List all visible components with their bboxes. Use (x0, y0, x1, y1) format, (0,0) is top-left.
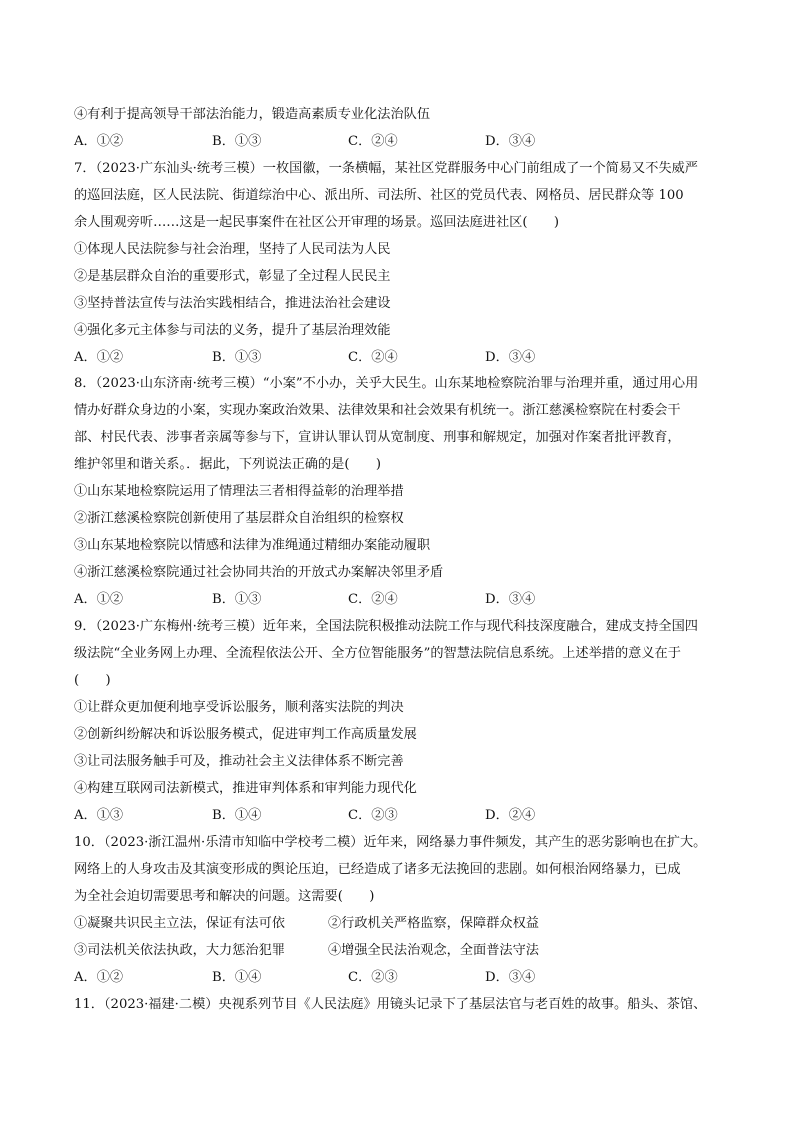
q9-option-d[interactable]: D．②④ (485, 808, 536, 823)
q11-stem-line-1: 11．（2023·福建·二模）央视系列节目《人民法庭》用镜头记录下了基层法官与老百姓的故事。船头、茶馆、 (74, 997, 707, 1012)
q10-option-a[interactable]: A．①② (74, 970, 124, 985)
q6-options (74, 133, 734, 151)
q7-option-b[interactable]: B．①③ (212, 350, 262, 365)
q10-statement-1: ①凝聚共识民主立法，保证有法可依 (74, 916, 285, 931)
q9-stem-line-3: ( ) (74, 673, 111, 688)
q9-statement-2: ②创新纠纷解决和诉讼服务模式，促进审判工作高质量发展 (74, 727, 417, 742)
q6-option-a[interactable]: A．①② (74, 134, 124, 149)
q10-option-d[interactable]: D．③④ (485, 970, 536, 985)
q9-option-a[interactable]: A．①③ (74, 808, 124, 823)
q7-option-a[interactable]: A．①② (74, 350, 124, 365)
q6-option-c[interactable]: C．②④ (348, 134, 398, 149)
q8-options (74, 591, 734, 609)
q8-option-b[interactable]: B．①③ (212, 592, 262, 607)
q7-stem-line-2: 的巡回法庭，区人民法院、街道综治中心、派出所、司法所、社区的党员代表、网格员、居民群众等 100 (74, 188, 684, 203)
q9-statement-4: ④构建互联网司法新模式，推进审判体系和审判能力现代化 (74, 781, 417, 796)
q10-statement-3: ③司法机关依法执政，大力惩治犯罪 (74, 943, 285, 958)
q7-option-c[interactable]: C．②④ (348, 350, 398, 365)
q8-stem-line-3: 部、村民代表、涉事者亲属等参与下，宣讲认罪认罚从宽制度、刑事和解规定，加强对作案者批评教育， (74, 430, 681, 445)
q8-statement-2: ②浙江慈溪检察院创新使用了基层群众自治组织的检察权 (74, 511, 404, 526)
q9-statement-1: ①让群众更加便利地享受诉讼服务，顺利落实法院的判决 (74, 700, 404, 715)
q10-stem-line-2: 网络上的人身攻击及其演变形成的舆论压迫，已经造成了诸多无法挽回的悲剧。如何根治网络暴力，已成 (74, 862, 681, 877)
q9-option-c[interactable]: C．②③ (348, 808, 398, 823)
q10-statement-2: ②行政机关严格监察，保障群众权益 (328, 916, 539, 931)
q9-option-b[interactable]: B．①④ (212, 808, 262, 823)
q10-statement-4: ④增强全民法治观念，全面普法守法 (328, 943, 539, 958)
q7-statement-3: ③坚持普法宣传与法治实践相结合，推进法治社会建设 (74, 296, 391, 311)
q8-stem-line-4: 维护邻里和谐关系。．据此，下列说法正确的是( ) (74, 457, 382, 472)
q6-statement-4: ④有利于提高领导干部法治能力，锻造高素质专业化法治队伍 (74, 107, 431, 122)
q7-stem-line-1: 7．（2023·广东汕头·统考三模）一枚国徽，一条横幅，某社区党群服务中心门前组成了一个简易又不失威严 (74, 161, 698, 176)
q7-statement-1: ①体现人民法院参与社会治理，坚持了人民司法为人民 (74, 242, 391, 257)
q9-stem-line-2: 级法院“全业务网上办理、全流程依法公开、全方位智能服务”的智慧法院信息系统。上述举措的意义在于 (74, 646, 681, 661)
q8-option-c[interactable]: C．②④ (348, 592, 398, 607)
q7-options (74, 349, 734, 367)
q9-statement-3: ③让司法服务触手可及，推动社会主义法律体系不断完善 (74, 754, 404, 769)
q7-statement-2: ②是基层群众自治的重要形式，彰显了全过程人民民主 (74, 269, 391, 284)
q6-option-d[interactable]: D．③④ (485, 134, 536, 149)
q10-statements-row-1 (74, 915, 734, 933)
q9-options (74, 807, 734, 825)
q9-stem-line-1: 9．（2023·广东梅州·统考三模）近年来，全国法院积极推动法院工作与现代科技深度融合，建成支持全国四 (74, 619, 698, 634)
q8-statement-1: ①山东某地检察院运用了情理法三者相得益彰的治理举措 (74, 484, 404, 499)
q8-stem-line-1: 8．（2023·山东济南·统考三模）“小案”不小办，关乎大民生。山东某地检察院治罪与治理并重，通过用心用 (74, 376, 699, 391)
q7-statement-4: ④强化多元主体参与司法的义务，提升了基层治理效能 (74, 323, 391, 338)
q10-statements-row-2 (74, 942, 734, 960)
q10-options (74, 969, 734, 987)
q10-option-b[interactable]: B．①④ (212, 970, 262, 985)
q7-option-d[interactable]: D．③④ (485, 350, 536, 365)
q10-option-c[interactable]: C．②③ (348, 970, 398, 985)
q8-statement-3: ③山东某地检察院以情感和法律为准绳通过精细办案能动履职 (74, 538, 431, 553)
q7-stem-line-3: 余人围观旁听……这是一起民事案件在社区公开审理的场景。巡回法庭进社区( ) (74, 215, 560, 230)
q10-stem-line-1: 10．（2023·浙江温州·乐清市知临中学校考二模）近年来，网络暴力事件频发，其产生的恶劣影响也在扩大。 (74, 835, 707, 850)
q10-stem-line-3: 为全社会迫切需要思考和解决的问题。这需要( ) (74, 889, 375, 904)
q8-option-a[interactable]: A．①② (74, 592, 124, 607)
q6-option-b[interactable]: B．①③ (212, 134, 262, 149)
q8-option-d[interactable]: D．③④ (485, 592, 536, 607)
q8-stem-line-2: 情办好群众身边的小案，实现办案政治效果、法律效果和社会效果有机统一。浙江慈溪检察院在村委会干 (74, 403, 681, 418)
q8-statement-4: ④浙江慈溪检察院通过社会协同共治的开放式办案解决邻里矛盾 (74, 565, 444, 580)
